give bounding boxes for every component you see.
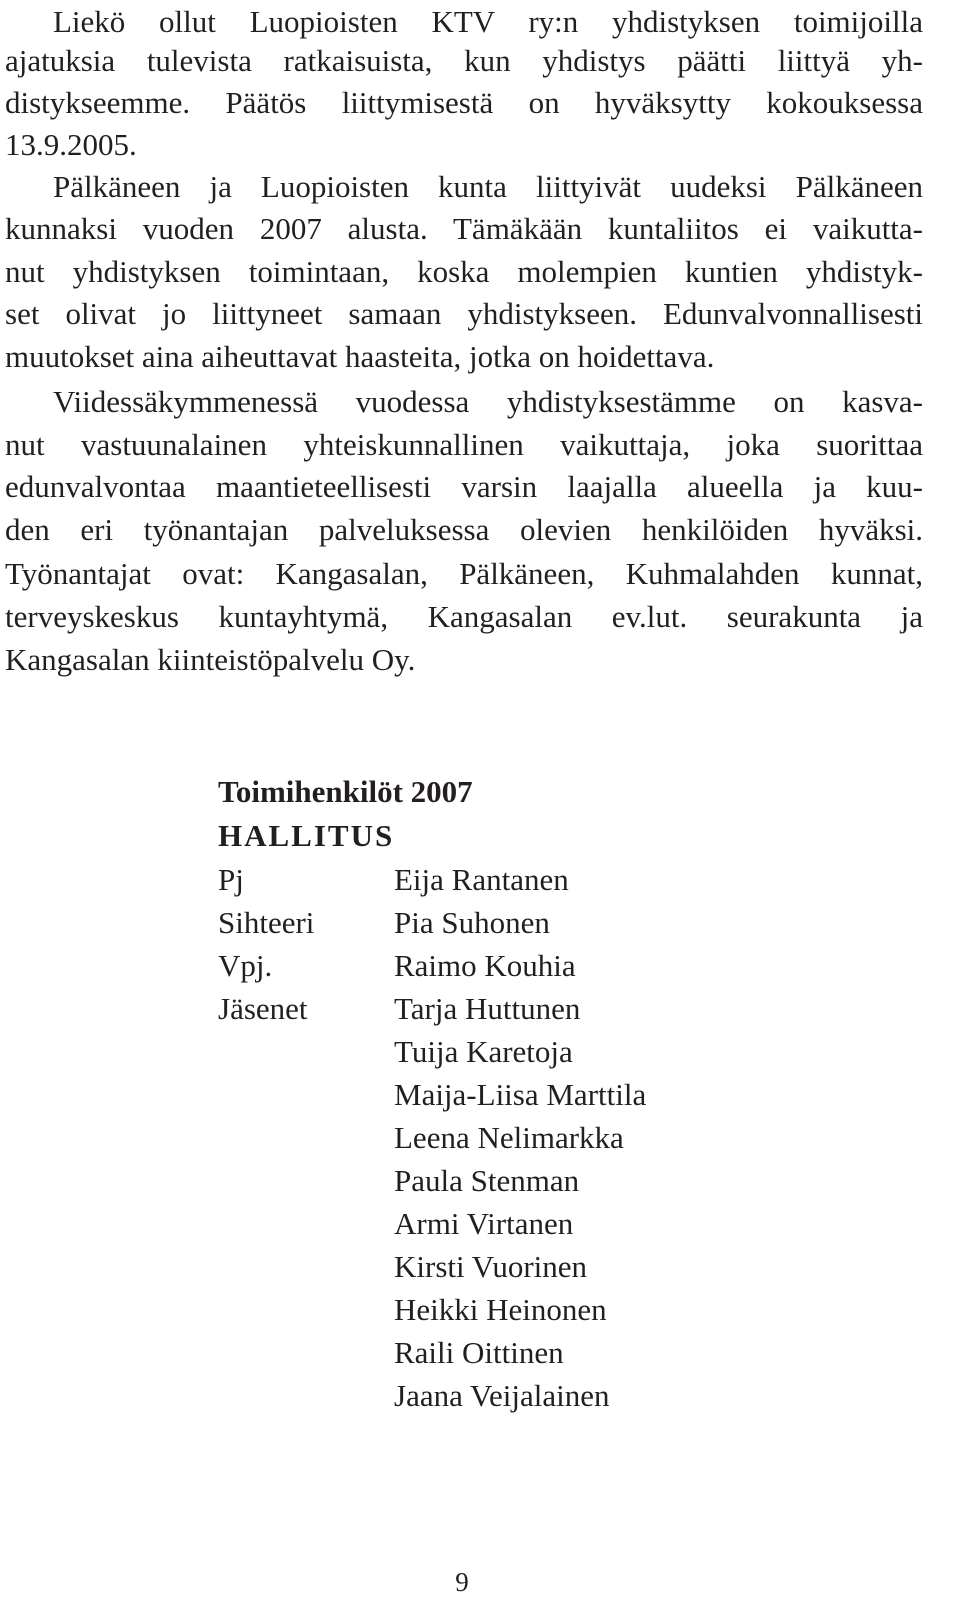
body-line: distykseemme. Päätös liittymisestä on hyväksytty kokouksessa	[5, 85, 923, 120]
official-name: Raili Oittinen	[394, 1335, 564, 1370]
role-label: Sihteeri	[218, 905, 315, 940]
board-heading: HALLITUS	[218, 818, 395, 853]
body-line: nut vastuunalainen yhteiskunnallinen vaikuttaja, joka suorittaa	[5, 427, 923, 462]
body-line: Kangasalan kiinteistöpalvelu Oy.	[5, 642, 416, 677]
body-line: terveyskeskus kuntayhtymä, Kangasalan ev.lut. seurakunta ja	[5, 599, 923, 634]
official-name: Eija Rantanen	[394, 862, 569, 897]
body-line: set olivat jo liittyneet samaan yhdistykseen. Edunvalvonnallisesti	[5, 296, 923, 331]
official-name: Pia Suhonen	[394, 905, 550, 940]
official-name: Tuija Karetoja	[394, 1034, 573, 1069]
official-name: Leena Nelimarkka	[394, 1120, 624, 1155]
body-line: edunvalvontaa maantieteellisesti varsin laajalla alueella ja kuu-	[5, 469, 923, 504]
official-name: Maija-Liisa Marttila	[394, 1077, 647, 1112]
official-name: Armi Virtanen	[394, 1206, 574, 1241]
body-line: kunnaksi vuoden 2007 alusta. Tämäkään kuntaliitos ei vaikutta-	[5, 211, 923, 246]
official-name: Jaana Veijalainen	[394, 1378, 610, 1413]
role-label: Vpj.	[218, 948, 273, 983]
officials-title: Toimihenkilöt 2007	[218, 774, 473, 809]
role-label: Pj	[218, 862, 244, 897]
body-line: den eri työnantajan palveluksessa olevien henkilöiden hyväksi.	[5, 512, 923, 547]
body-line: 13.9.2005.	[5, 127, 137, 162]
official-name: Paula Stenman	[394, 1163, 580, 1198]
body-line: Pälkäneen ja Luopioisten kunta liittyivät uudeksi Pälkäneen	[53, 169, 923, 204]
official-name: Heikki Heinonen	[394, 1292, 607, 1327]
body-line: Liekö ollut Luopioisten KTV ry:n yhdistyksen toimijoilla	[53, 4, 923, 39]
role-label: Jäsenet	[218, 991, 308, 1026]
body-line: nut yhdistyksen toimintaan, koska molempien kuntien yhdistyk-	[5, 254, 923, 289]
body-line: Työnantajat ovat: Kangasalan, Pälkäneen, Kuhmalahden kunnat,	[5, 556, 923, 591]
body-line: muutokset aina aiheuttavat haasteita, jotka on hoidettava.	[5, 339, 715, 374]
page-number: 9	[455, 1567, 469, 1597]
body-line: ajatuksia tulevista ratkaisuista, kun yhdistys päätti liittyä yh-	[5, 43, 923, 78]
body-line: Viidessäkymmenessä vuodessa yhdistyksestämme on kasva-	[53, 384, 923, 419]
official-name: Kirsti Vuorinen	[394, 1249, 588, 1284]
official-name: Tarja Huttunen	[394, 991, 581, 1026]
official-name: Raimo Kouhia	[394, 948, 576, 983]
